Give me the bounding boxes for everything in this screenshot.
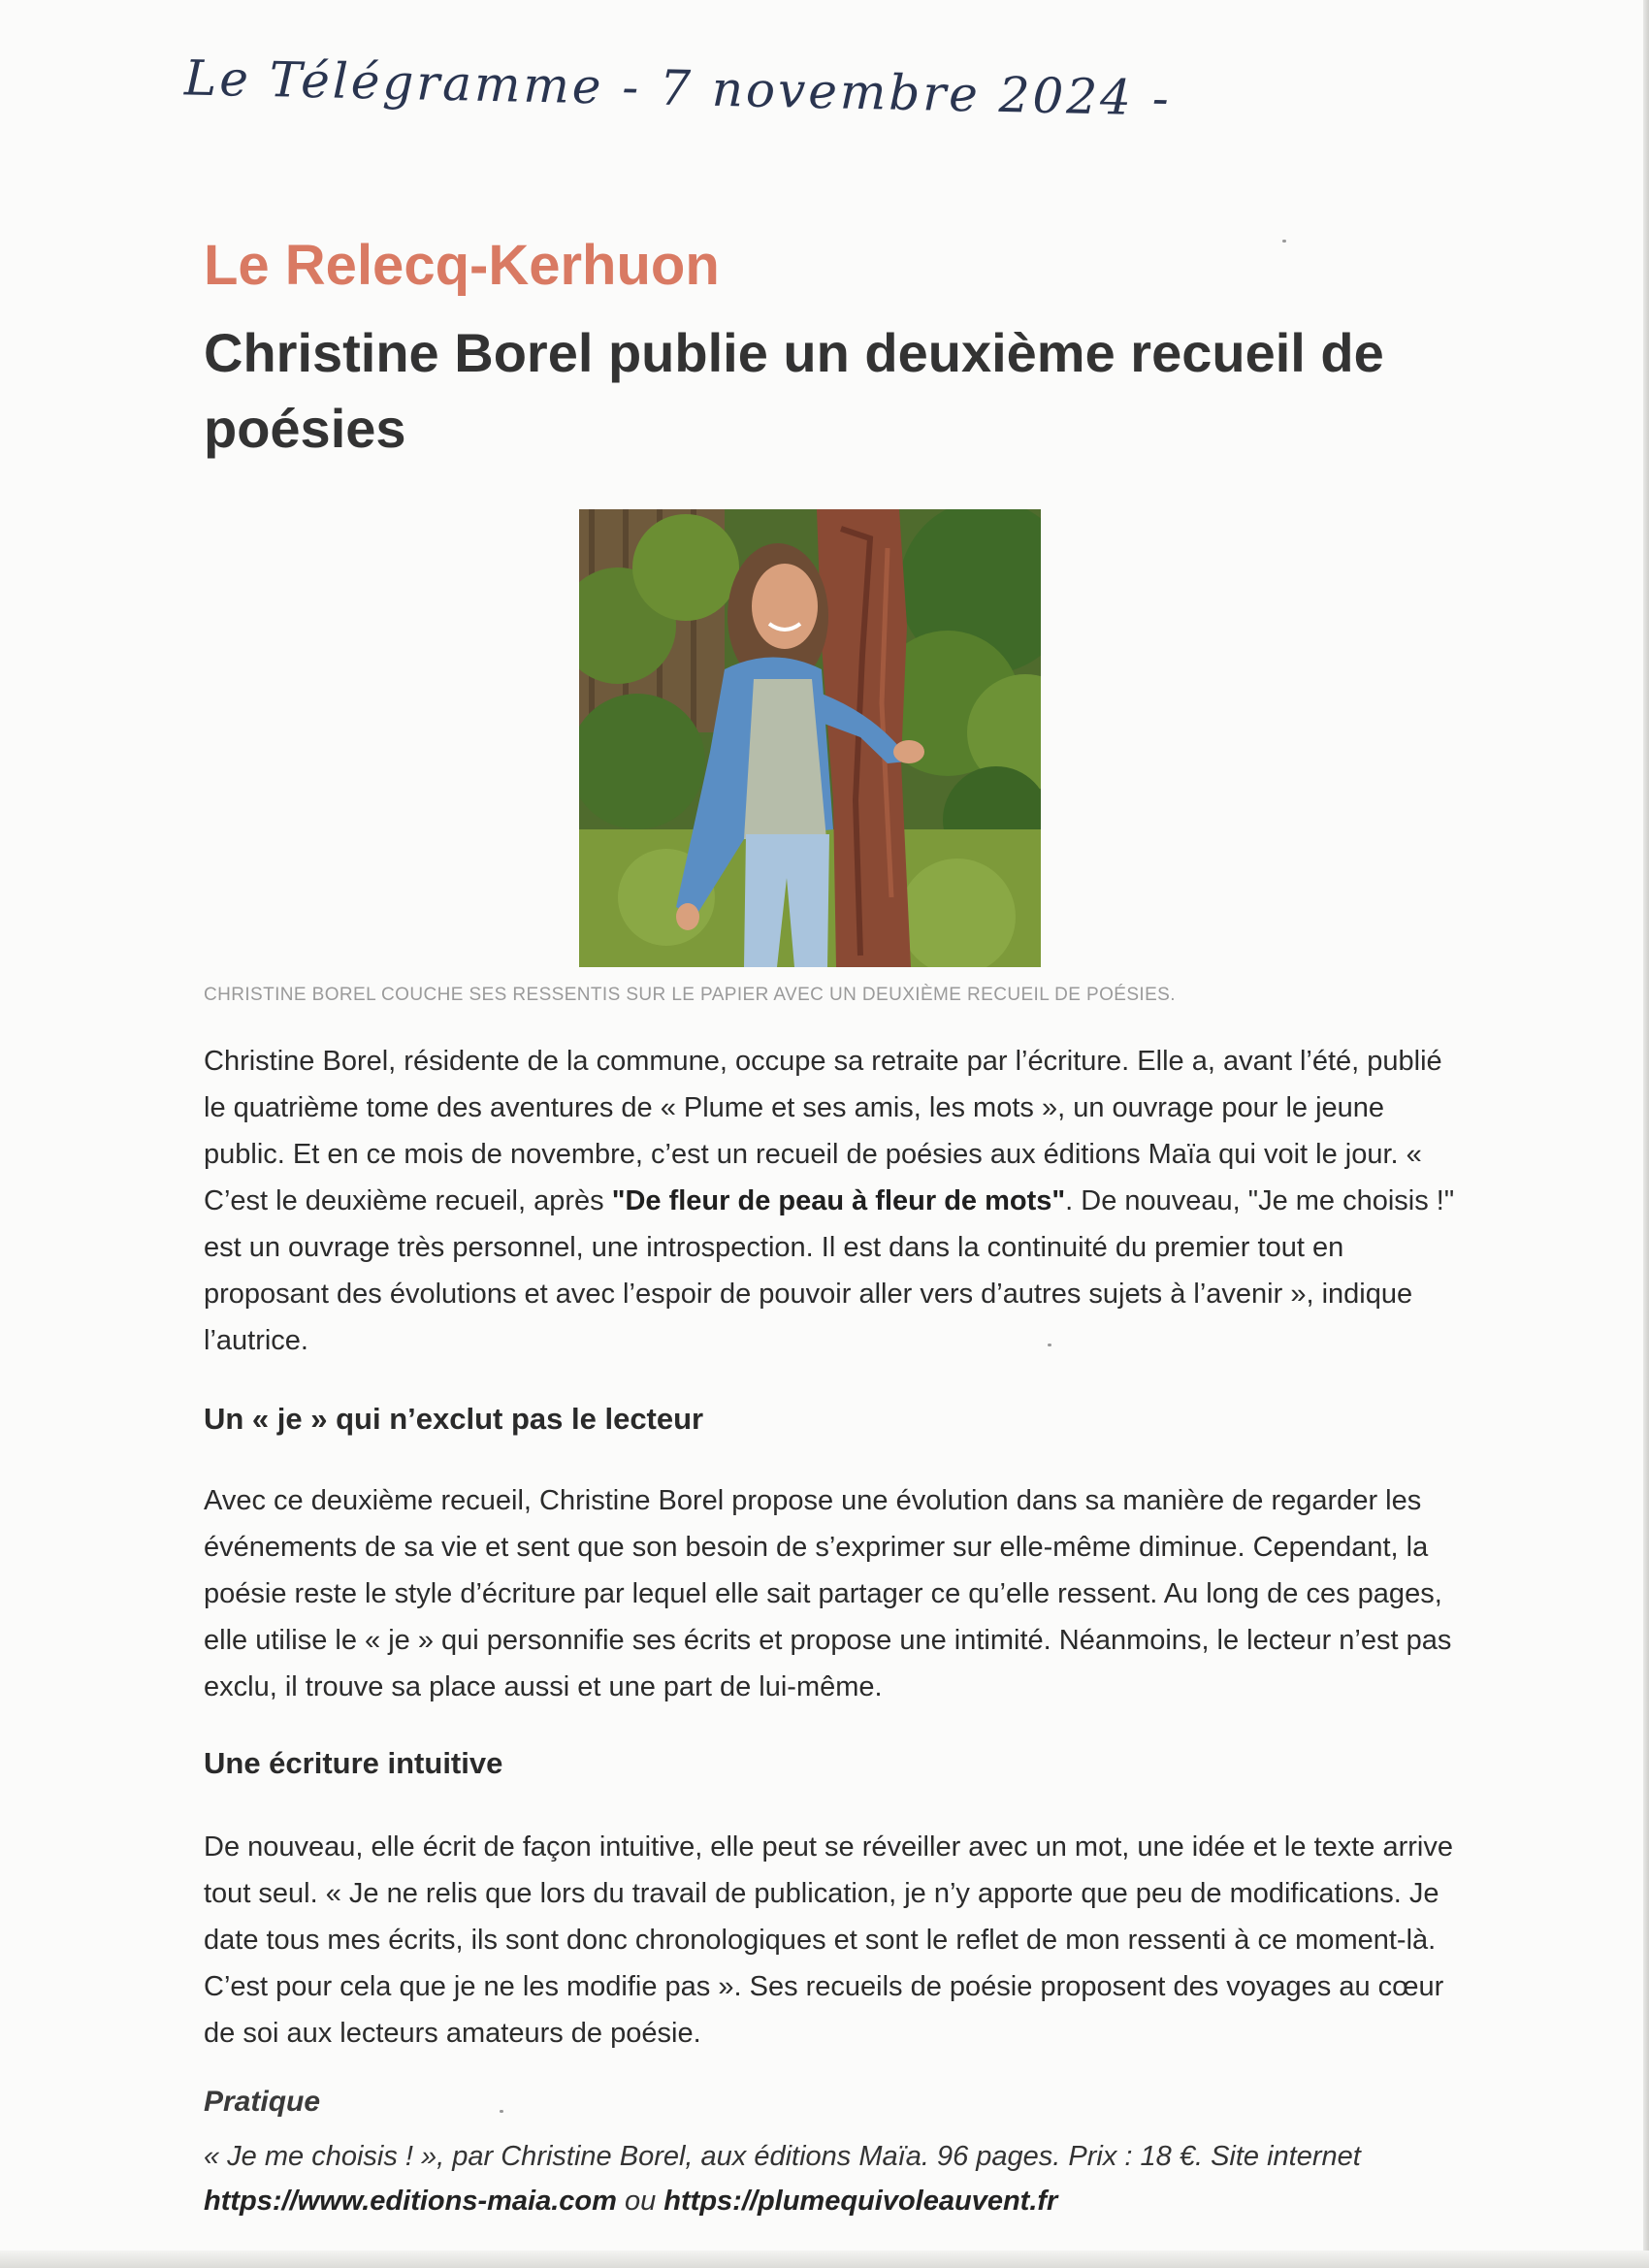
section-label: Le Relecq-Kerhuon — [204, 234, 720, 297]
practical-heading: Pratique — [204, 2086, 321, 2118]
article-photo — [579, 509, 1041, 967]
author-site-link[interactable]: https://plumequivoleauvent.fr — [663, 2186, 1058, 2217]
body-paragraph-2: Avec ce deuxième recueil, Christine Borel propose une évolution dans sa manière de regarder les événements de sa vie et sent que son besoin de s’exprimer sur elle-même diminue. Cependant, la poésie reste le style d’écriture par lequel elle sait partager ce qu’elle ressent. Au long de ces pages, elle utilise le « je » qui personnifie ses écrits et propose une intimité. Néanmoins, le lecteur n’est pas exclu, il trouve sa place aussi et une part de lui-même. — [204, 1485, 1452, 1702]
scan-speck — [1282, 240, 1286, 243]
body-paragraph-3: De nouveau, elle écrit de façon intuitive, elle peut se réveiller avec un mot, une idée et le texte arrive tout seul. « Je ne relis que lors du travail de publication, je n’y apporte que peu de modifications. Je date tous mes écrits, ils sont donc chronologiques et sont le reflet de mon ressenti à ce moment-là. C’est pour cela que je ne les modifie pas ». Ses recueils de poésie proposent des voyages au cœur de soi aux lecteurs amateurs de poésie. — [204, 1831, 1454, 2049]
subheading-je: Un « je » qui n’exclut pas le lecteur — [204, 1402, 704, 1436]
practical-info-text: « Je me choisis ! », par Christine Borel, aux éditions Maïa. 96 pages. Prix : 18 €. Site internet — [204, 2141, 1361, 2172]
page-edge-bottom — [0, 2251, 1649, 2268]
photo-caption: CHRISTINE BOREL COUCHE SES RESSENTIS SUR LE PAPIER AVEC UN DEUXIÈME RECUEIL DE POÉSIES. — [204, 985, 1176, 1005]
intro-text-part1: Christine Borel, résidente de la commune, occupe sa retraite par l’écriture. Elle a, avant l’été, publié le quatrième tome des aventures de « Plume et ses amis, les mots », un ouvrage pour le jeune public. Et en ce mois de novembre, c’est un recueil de poésies aux éditions Maïa qui voit le jour. « C’est le deuxième recueil, après — [204, 1046, 1442, 1216]
scan-speck — [500, 2110, 503, 2113]
intro-paragraph — [204, 1038, 1455, 1364]
subheading-ecriture: Une écriture intuitive — [204, 1746, 503, 1780]
scan-speck — [1048, 1344, 1051, 1346]
headline: Christine Borel publie un deuxième recueil de poésies — [204, 322, 1384, 459]
intro-text-part2: . De nouveau, "Je me choisis !" est un ouvrage très personnel, une introspection. Il est dans la continuité du premier tout en proposant des évolutions et avec l’espoir de pouvoir aller vers d’autres sujets à l’avenir », indique l’autrice. — [204, 1185, 1455, 1356]
publisher-link[interactable]: https://www.editions-maia.com — [204, 2186, 617, 2217]
first-collection-title: "De fleur de peau à fleur de mots" — [611, 1185, 1066, 1216]
practical-info — [204, 2134, 1465, 2223]
page-edge — [1643, 0, 1649, 2268]
link-connector: ou — [616, 2186, 664, 2217]
handwritten-source-note: Le Télégramme - 7 novembre 2024 - — [183, 49, 1173, 127]
